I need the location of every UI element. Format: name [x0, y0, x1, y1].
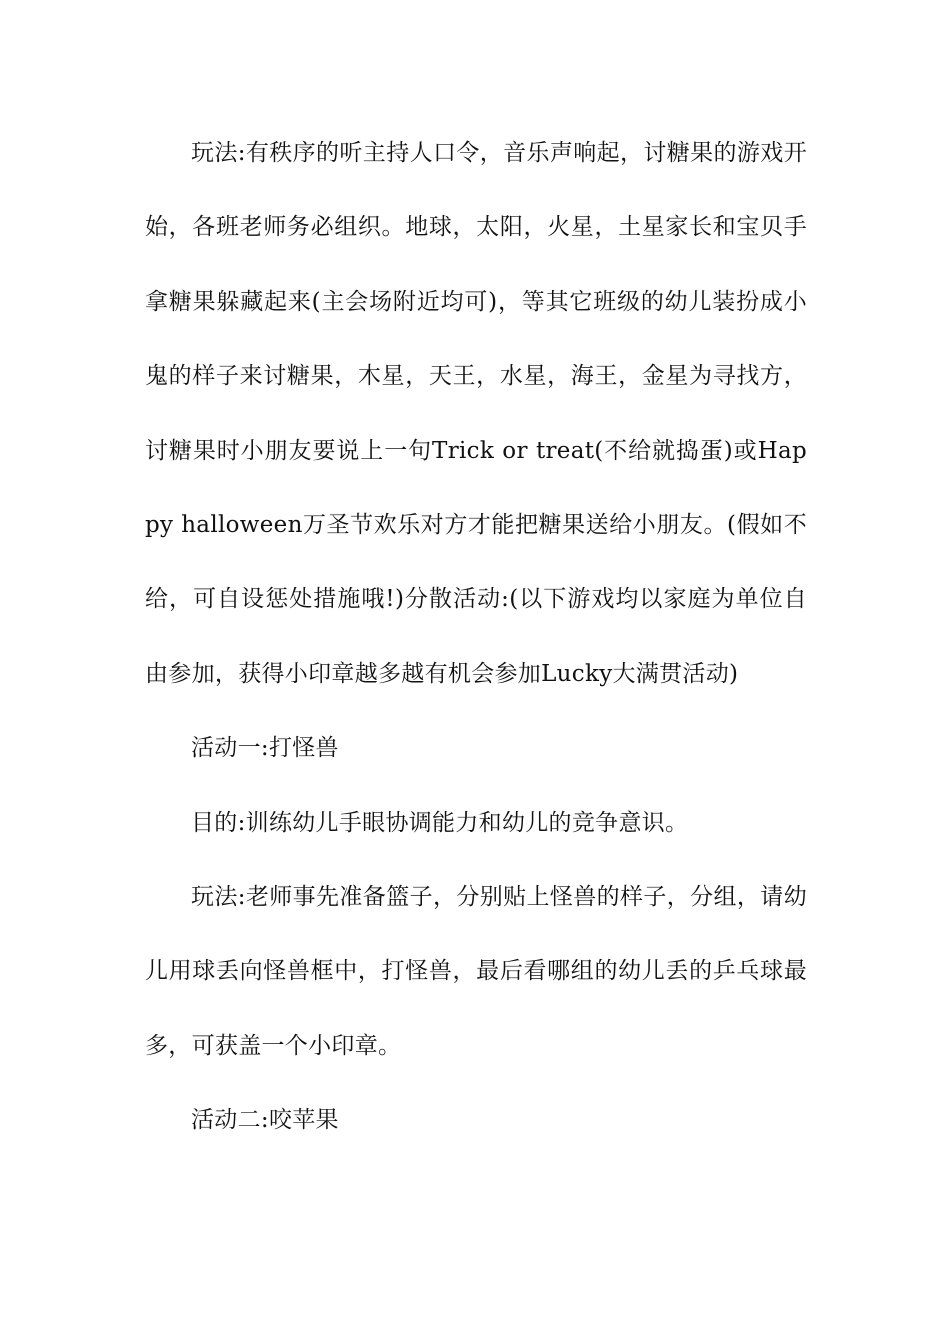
- paragraph-activity-one-purpose: 目的:训练幼儿手眼协调能力和幼儿的竞争意识。: [191, 809, 689, 836]
- paragraph-activity-one-rules: 玩法:老师事先准备篮子，分别贴上怪兽的样子，分组，请幼儿用球丢向怪兽框中，打怪兽，最后看哪组的幼儿丢的乒乓球最多，可获盖一个小印章。: [145, 884, 807, 1059]
- paragraph-activity-two-title: 活动二:咬苹果: [191, 1107, 339, 1134]
- document-body: [145, 116, 807, 1158]
- paragraph-activity-one-title: 活动一:打怪兽: [191, 735, 339, 762]
- paragraph-candy-game-rules: 玩法:有秩序的听主持人口令，音乐声响起，讨糖果的游戏开始，各班老师务必组织。地球，太阳，火星，土星家长和宝贝手拿糖果躲藏起来(主会场附近均可)，等其它班级的幼儿装扮成小鬼的样子来讨糖果，木星，天王，水星，海王，金星为寻找方，讨糖果时小朋友要说上一句Trick or treat(不给就捣蛋)或Happy halloween万圣节欢乐对方才能把糖果送给小朋友。(假如不给，可自设惩处措施哦!)分散活动:(以下游戏均以家庭为单位自由参加，获得小印章越多越有机会参加Lucky大满贯活动): [145, 140, 807, 687]
